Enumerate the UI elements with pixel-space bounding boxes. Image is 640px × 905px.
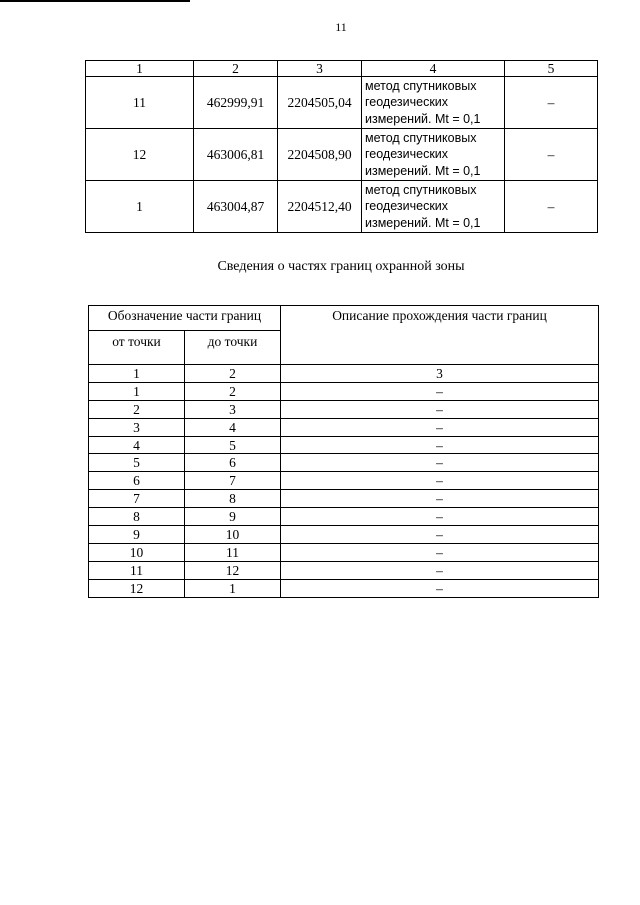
table-row: [89, 418, 599, 436]
method-line: метод спутниковых: [365, 130, 477, 145]
description: –: [281, 436, 599, 454]
coord-y: 2204505,04: [278, 77, 362, 129]
from-point: 12: [89, 579, 185, 597]
from-point: 5: [89, 454, 185, 472]
table-row: [89, 579, 599, 597]
to-point: 1: [185, 579, 281, 597]
coord-x: 462999,91: [194, 77, 278, 129]
header-group: Обозначение части границ: [89, 306, 281, 331]
table-row: [89, 436, 599, 454]
coord-x: 463004,87: [194, 181, 278, 233]
description: –: [281, 508, 599, 526]
to-point: 3: [185, 400, 281, 418]
point-number: 11: [86, 77, 194, 129]
note-cell: –: [505, 181, 598, 233]
method-line: метод спутниковых: [365, 182, 477, 197]
header-to: до точки: [185, 331, 281, 365]
header-cell: 5: [505, 61, 598, 77]
to-point: 11: [185, 543, 281, 561]
from-point: 9: [89, 526, 185, 544]
table-row: [89, 382, 599, 400]
header-cell: 4: [362, 61, 505, 77]
page-number: 11: [335, 20, 347, 34]
coord-y: 2204508,90: [278, 129, 362, 181]
note-cell: –: [505, 77, 598, 129]
table-row: [86, 77, 598, 129]
from-point: 11: [89, 561, 185, 579]
table-row: [89, 561, 599, 579]
to-point: 9: [185, 508, 281, 526]
table-row: [89, 543, 599, 561]
table-row: [89, 472, 599, 490]
description: –: [281, 400, 599, 418]
from-point: 2: [89, 400, 185, 418]
to-point: 8: [185, 490, 281, 508]
method-cell: [362, 181, 505, 233]
header-from: от точки: [89, 331, 185, 365]
coordinates-table: [85, 60, 598, 233]
table-row: [86, 181, 598, 233]
method-line: измерений. Mt = 0,1: [365, 163, 481, 178]
from-point: 7: [89, 490, 185, 508]
column-number: 1: [89, 365, 185, 383]
column-number-row: [89, 365, 599, 383]
table-row: [89, 526, 599, 544]
to-point: 12: [185, 561, 281, 579]
note-cell: –: [505, 129, 598, 181]
description: –: [281, 561, 599, 579]
column-number: 2: [185, 365, 281, 383]
table-row: [89, 400, 599, 418]
method-line: геодезических: [365, 95, 449, 110]
top-rule: [0, 0, 190, 2]
method-cell: [362, 77, 505, 129]
method-cell: [362, 129, 505, 181]
method-line: геодезических: [365, 147, 449, 162]
from-point: 10: [89, 543, 185, 561]
table-row: [89, 454, 599, 472]
column-number: 3: [281, 365, 599, 383]
to-point: 2: [185, 382, 281, 400]
coord-y: 2204512,40: [278, 181, 362, 233]
header-cell: 1: [86, 61, 194, 77]
method-line: геодезических: [365, 199, 449, 214]
from-point: 3: [89, 418, 185, 436]
header-cell: 3: [278, 61, 362, 77]
method-line: измерений. Mt = 0,1: [365, 111, 481, 126]
from-point: 4: [89, 436, 185, 454]
section-title: Сведения о частях границ охранной зоны: [217, 259, 465, 274]
table-row: [89, 508, 599, 526]
to-point: 4: [185, 418, 281, 436]
group-header-row: [89, 306, 599, 331]
description: –: [281, 454, 599, 472]
description: –: [281, 418, 599, 436]
to-point: 7: [185, 472, 281, 490]
description: –: [281, 579, 599, 597]
description: –: [281, 526, 599, 544]
table-row: [89, 490, 599, 508]
header-description: Описание прохождения части границ: [281, 306, 599, 365]
coord-x: 463006,81: [194, 129, 278, 181]
method-line: измерений. Mt = 0,1: [365, 215, 481, 230]
table-row: [86, 129, 598, 181]
boundary-parts-table: [88, 305, 599, 598]
to-point: 5: [185, 436, 281, 454]
method-line: метод спутниковых: [365, 78, 477, 93]
description: –: [281, 490, 599, 508]
header-cell: 2: [194, 61, 278, 77]
from-point: 1: [89, 382, 185, 400]
description: –: [281, 472, 599, 490]
point-number: 1: [86, 181, 194, 233]
from-point: 6: [89, 472, 185, 490]
to-point: 6: [185, 454, 281, 472]
point-number: 12: [86, 129, 194, 181]
coordinates-header-row: [86, 61, 598, 77]
from-point: 8: [89, 508, 185, 526]
description: –: [281, 543, 599, 561]
to-point: 10: [185, 526, 281, 544]
description: –: [281, 382, 599, 400]
